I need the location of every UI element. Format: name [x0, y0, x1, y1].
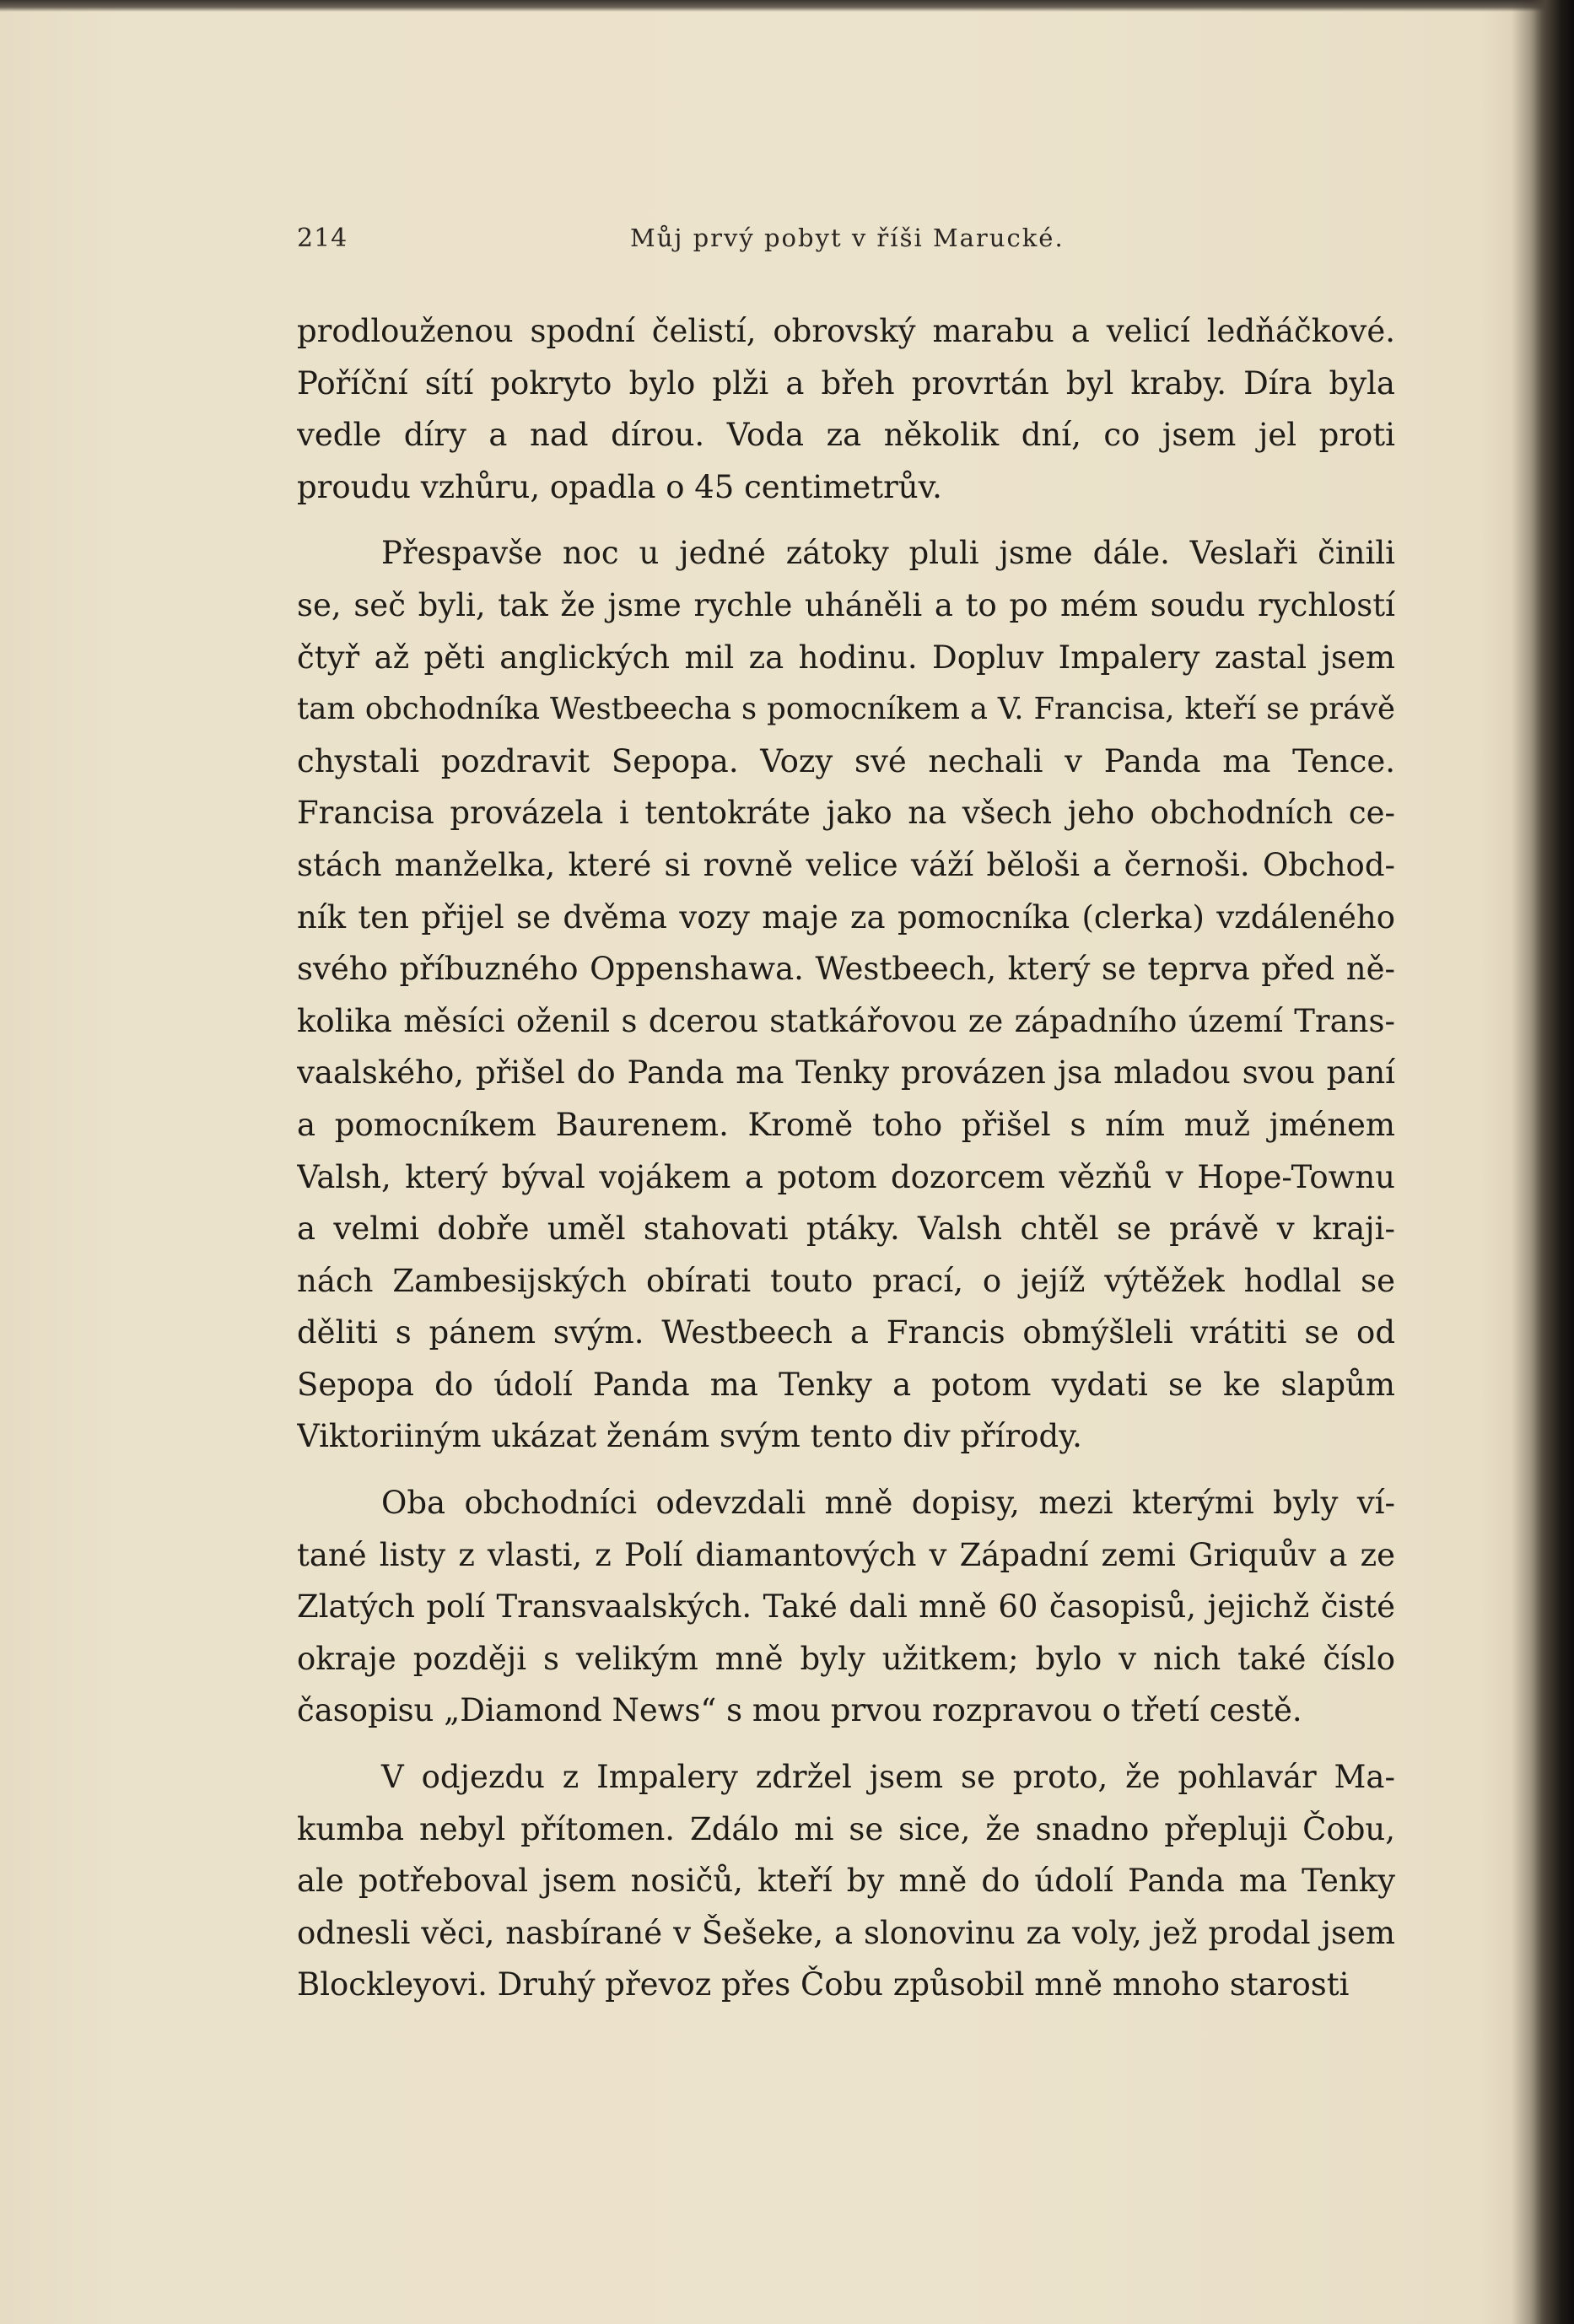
text-line: stách manželka, které si rovně velice váží běloši a černoši. Obchod- — [297, 846, 1395, 883]
text-line: vedle díry a nad dírou. Voda za několik dní, co jsem jel proti — [297, 417, 1395, 454]
text-line: kumba nebyl přítomen. Zdálo mi se sice, že snadno přepluji Čobu, — [297, 1810, 1395, 1847]
text-line: vaalského, přišel do Panda ma Tenky provázen jsa mladou svou paní — [297, 1054, 1395, 1092]
page-number: 214 — [297, 224, 348, 253]
paragraph-4 — [297, 1751, 1395, 2011]
text-line: a pomocníkem Baurenem. Kromě toho přišel s ním muž jménem — [297, 1106, 1395, 1143]
paragraph-gap — [297, 1737, 1395, 1751]
text-line: proudu vzhůru, opadla o 45 centimetrův. — [297, 468, 942, 505]
text-line: čtyř až pěti anglických mil za hodinu. Dopluv Impalery zastal jsem — [297, 639, 1395, 676]
book-spine-shadow — [1512, 0, 1574, 2324]
text-line: Blockleyovi. Druhý převoz přes Čobu způsobil mně mnoho starosti — [297, 1966, 1350, 2003]
text-line: Francisa provázela i tentokráte jako na všech jeho obchodních ce- — [297, 795, 1395, 832]
page-top-shadow — [0, 0, 1574, 12]
text-line: Oba obchodníci odevzdali mně dopisy, mezi kterými byly ví- — [381, 1485, 1395, 1522]
text-line: tané listy z vlasti, z Polí diamantových v Západní zemi Griquův a ze — [297, 1536, 1395, 1573]
page-header — [297, 224, 1393, 266]
text-line: ník ten přijel se dvěma vozy maje za pomocníka (clerka) vzdáleného — [297, 898, 1395, 936]
text-line: prodlouženou spodní čelistí, obrovský marabu a velicí ledňáčkové. — [297, 313, 1395, 349]
paragraph-gap — [297, 513, 1395, 527]
text-line: Viktoriiným ukázat ženám svým tento div přírody. — [297, 1418, 1082, 1455]
running-title: Můj prvý pobyt v říši Marucké. — [630, 224, 1065, 252]
text-line: časopisu „Diamond News“ s mou prvou rozpravou o třetí cestě. — [297, 1692, 1302, 1729]
text-line: kolika měsíci oženil s dcerou statkářovou ze západního území Trans- — [297, 1002, 1395, 1039]
text-line: Valsh, který býval vojákem a potom dozorcem vězňů v Hope-Townu — [297, 1158, 1395, 1195]
text-line: tam obchodníka Westbeecha s pomocníkem a V. Francisa, kteří se právě — [297, 692, 1395, 727]
body-text — [297, 305, 1395, 2011]
text-line: okraje později s velikým mně byly užitkem; bylo v nich také číslo — [297, 1640, 1395, 1677]
text-line: V odjezdu z Impalery zdržel jsem se proto, že pohlavár Ma- — [381, 1759, 1395, 1796]
text-line: Sepopa do údolí Panda ma Tenky a potom vydati se ke slapům — [297, 1366, 1395, 1403]
text-line: a velmi dobře uměl stahovati ptáky. Valsh chtěl se právě v kraji- — [297, 1211, 1395, 1248]
text-line: chystali pozdravit Sepopa. Vozy své nechali v Panda ma Tence. — [297, 742, 1395, 779]
text-line: Poříční sítí pokryto bylo plži a břeh provrtán byl kraby. Díra byla — [297, 364, 1395, 402]
text-line: Přespavše noc u jedné zátoky pluli jsme dále. Veslaři činili — [381, 535, 1395, 572]
text-line: se, seč byli, tak že jsme rychle uháněli a to po mém soudu rychlostí — [297, 586, 1395, 623]
text-line: ale potřeboval jsem nosičů, kteří by mně do údolí Panda ma Tenky — [297, 1863, 1395, 1900]
text-line: svého příbuzného Oppenshawa. Westbeech, který se teprva před ně- — [297, 951, 1395, 988]
paragraph-3 — [297, 1477, 1395, 1737]
text-line: Zlatých polí Transvaalských. Také dali mně 60 časopisů, jejichž čisté — [297, 1588, 1395, 1626]
paragraph-gap — [297, 1463, 1395, 1477]
paragraph-2 — [297, 527, 1395, 1463]
text-line: odnesli věci, nasbírané v Šešeke, a slonovinu za voly, jež prodal jsem — [297, 1914, 1395, 1951]
text-line: děliti s pánem svým. Westbeech a Francis obmýšleli vrátiti se od — [297, 1314, 1395, 1351]
paragraph-1 — [297, 305, 1395, 513]
text-line: nách Zambesijských obírati touto prací, o jejíž výtěžek hodlal se — [297, 1262, 1395, 1299]
